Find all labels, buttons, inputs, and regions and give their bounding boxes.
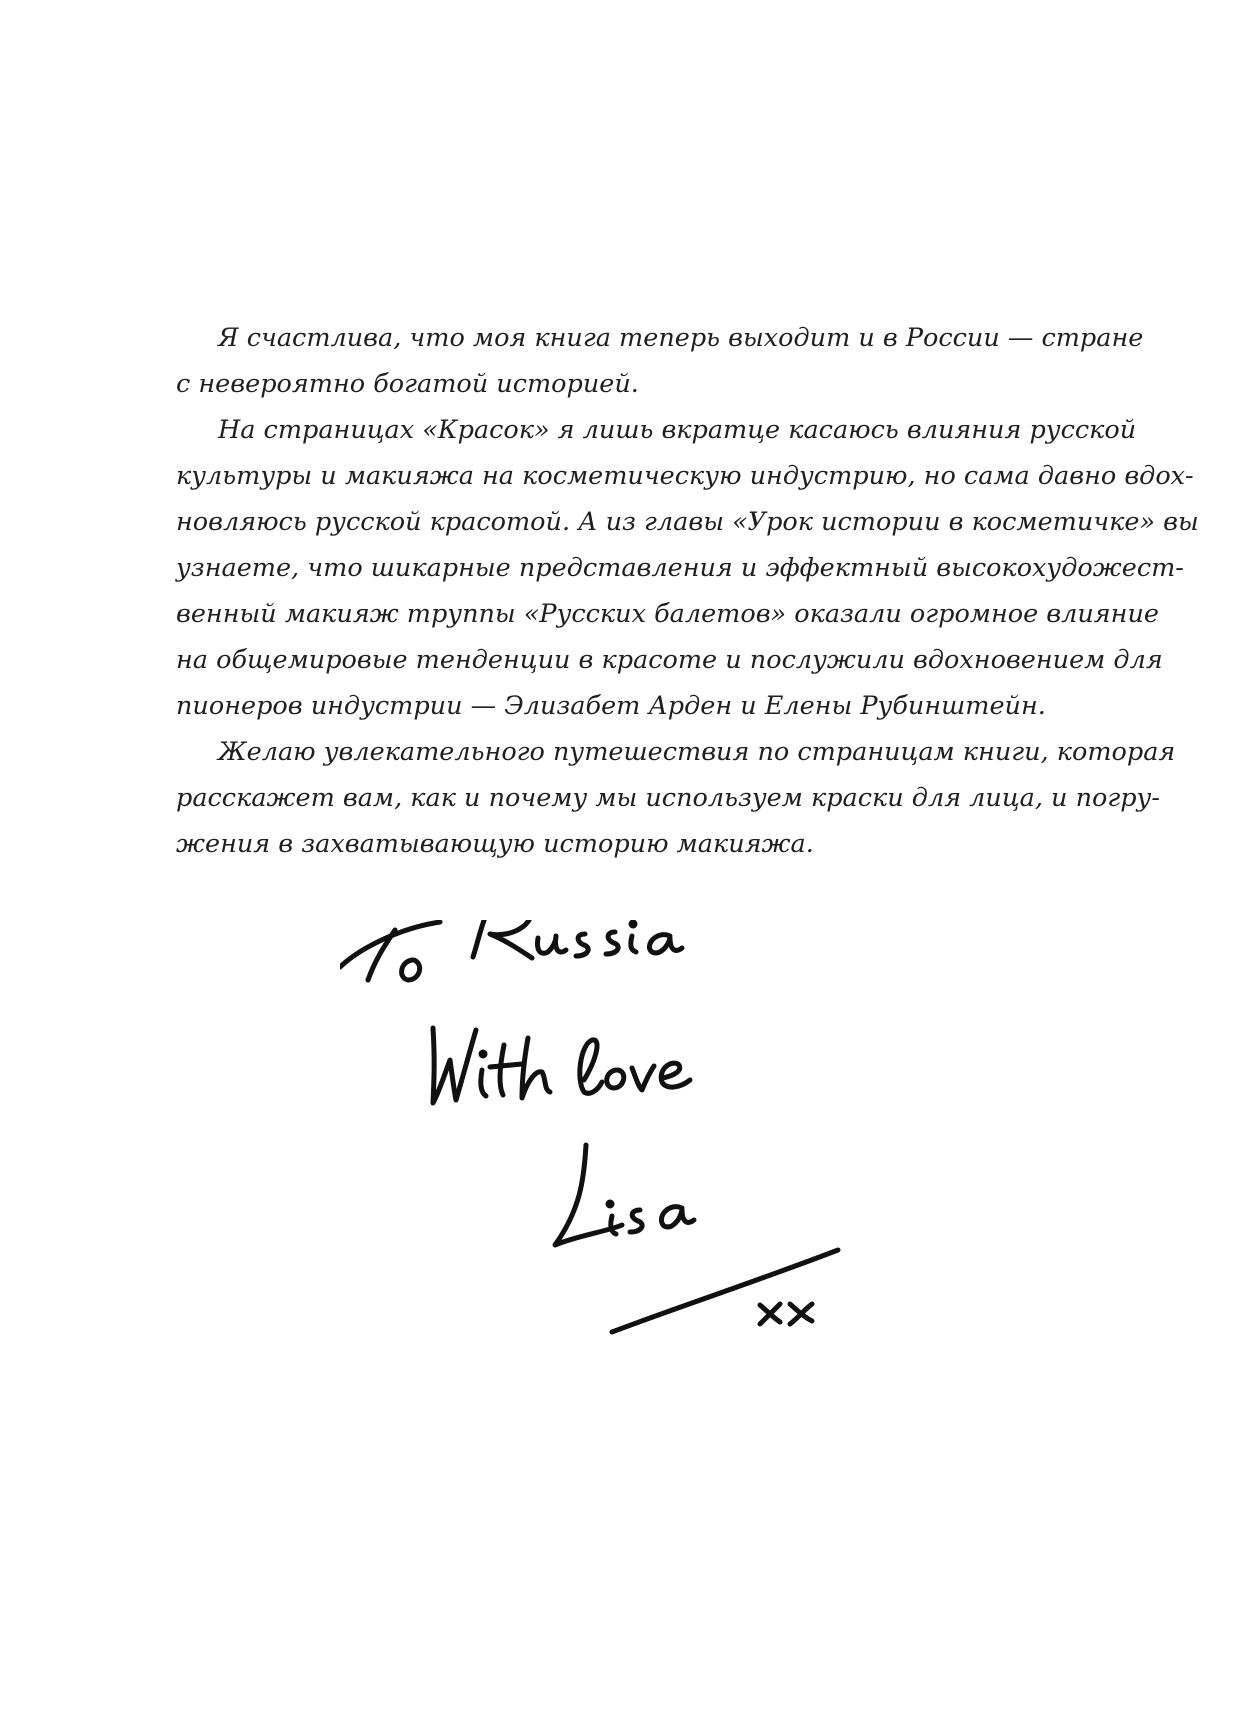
signature-line-to-russia: [340, 920, 682, 980]
paragraph-3: [176, 729, 1176, 867]
foreword-text: [176, 315, 1199, 867]
text-line: культуры и макияжа на косметическую индустрию, но сама давно вдох-: [176, 461, 1194, 491]
paragraph-2: [176, 407, 1199, 729]
text-line: с невероятно богатой историей.: [176, 369, 639, 399]
paragraph-1: [176, 315, 1144, 407]
signature-line-lisa: [555, 1145, 694, 1245]
signature-drawing: [340, 920, 940, 1420]
text-line: Я счастлива, что моя книга теперь выходит и в России — стране: [218, 323, 1144, 353]
signature-kisses: [760, 1304, 812, 1324]
text-line: жения в захватывающую историю макияжа.: [176, 829, 814, 859]
text-line: новляюсь русской красотой. А из главы «Урок истории в косметичке» вы: [176, 507, 1199, 537]
text-line: расскажет вам, как и почему мы используем краски для лица, и погру-: [176, 783, 1160, 813]
signature-swash: [612, 1250, 838, 1332]
text-line: На страницах «Красок» я лишь вкратце касаюсь влияния русской: [218, 415, 1137, 445]
text-line: пионеров индустрии — Элизабет Арден и Елены Рубинштейн.: [176, 691, 1046, 721]
signature-line-with-love: [433, 1028, 690, 1103]
text-line: на общемировые тенденции в красоте и послужили вдохновением для: [176, 645, 1163, 675]
handwritten-signature: [340, 920, 940, 1420]
text-line: Желаю увлекательного путешествия по страницам книги, которая: [218, 737, 1176, 767]
text-line: венный макияж труппы «Русских балетов» оказали огромное влияние: [176, 599, 1159, 629]
text-line: узнаете, что шикарные представления и эффектный высокохудожест-: [176, 553, 1184, 583]
